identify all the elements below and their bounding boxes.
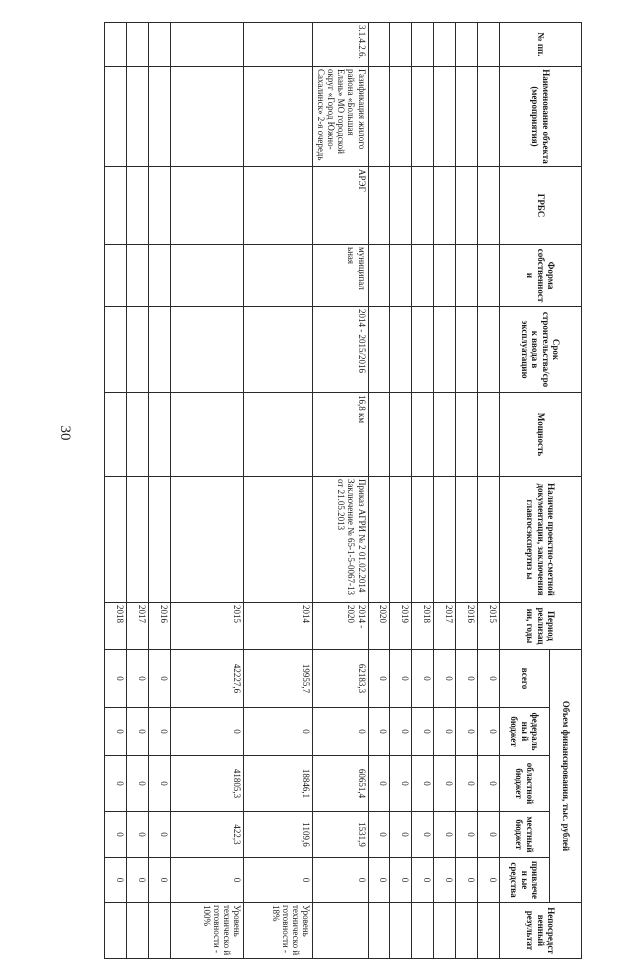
cell-name [127, 67, 149, 167]
cell-capacity [434, 393, 456, 477]
cell-local: 422,3 [170, 812, 243, 858]
cell-term [243, 307, 312, 393]
cell-name [243, 67, 312, 167]
cell-name [478, 67, 500, 167]
cell-term [434, 307, 456, 393]
cell-capacity [368, 393, 390, 477]
cell-total: 0 [127, 650, 149, 708]
cell-result [105, 903, 127, 959]
cell-capacity [127, 393, 149, 477]
cell-term: 2014 - 2015/2016 [312, 307, 368, 393]
cell-attracted: 0 [148, 858, 170, 903]
cell-grbs [105, 167, 127, 245]
cell-attracted: 0 [170, 858, 243, 903]
cell-period: 2015 [478, 603, 500, 650]
cell-attracted: 0 [243, 858, 312, 903]
cell-period: 2016 [456, 603, 478, 650]
cell-name [390, 67, 412, 167]
header-attracted: привлечен ые средства [500, 858, 550, 903]
cell-federal: 0 [390, 708, 412, 756]
cell-regional: 0 [456, 756, 478, 812]
cell-name [148, 67, 170, 167]
cell-result [434, 903, 456, 959]
cell-local: 0 [390, 812, 412, 858]
cell-regional: 0 [105, 756, 127, 812]
cell-term [456, 307, 478, 393]
cell-result [456, 903, 478, 959]
cell-federal: 0 [368, 708, 390, 756]
cell-name [434, 67, 456, 167]
cell-capacity [148, 393, 170, 477]
cell-capacity [170, 393, 243, 477]
table-row [390, 23, 412, 959]
cell-period: 2018 [412, 603, 434, 650]
table-row [148, 23, 170, 959]
cell-docs [412, 477, 434, 603]
cell-term [127, 307, 149, 393]
cell-num [456, 23, 478, 67]
cell-local: 0 [478, 812, 500, 858]
table-row [368, 23, 390, 959]
cell-num: 3.1.4.2.6. [312, 23, 368, 67]
cell-grbs [148, 167, 170, 245]
cell-capacity [243, 393, 312, 477]
cell-local: 0 [105, 812, 127, 858]
header-regional: областной бюджет [500, 756, 550, 812]
cell-capacity [412, 393, 434, 477]
cell-total: 0 [478, 650, 500, 708]
cell-attracted: 0 [105, 858, 127, 903]
cell-result [148, 903, 170, 959]
cell-period: 2017 [434, 603, 456, 650]
header-capacity: Мощность [500, 393, 582, 477]
cell-grbs: АРЭГ [312, 167, 368, 245]
cell-docs: Приказ АГРИ № 2 01.02.2014 Заключение № 65-1-5-0067-13 от 21.05.2013 [312, 477, 368, 603]
cell-term [148, 307, 170, 393]
cell-federal: 0 [105, 708, 127, 756]
cell-num [368, 23, 390, 67]
cell-attracted: 0 [412, 858, 434, 903]
cell-name [368, 67, 390, 167]
cell-result [412, 903, 434, 959]
cell-period: 2019 [390, 603, 412, 650]
cell-ownership: муниципал ьная [312, 245, 368, 307]
table-row [312, 23, 368, 959]
cell-grbs [478, 167, 500, 245]
cell-num [390, 23, 412, 67]
cell-ownership [368, 245, 390, 307]
cell-grbs [170, 167, 243, 245]
cell-attracted: 0 [127, 858, 149, 903]
cell-period: 2016 [148, 603, 170, 650]
cell-grbs [412, 167, 434, 245]
cell-capacity [390, 393, 412, 477]
cell-ownership [243, 245, 312, 307]
cell-num [243, 23, 312, 67]
cell-docs [390, 477, 412, 603]
table-row [170, 23, 243, 959]
cell-docs [434, 477, 456, 603]
cell-attracted: 0 [434, 858, 456, 903]
cell-grbs [243, 167, 312, 245]
cell-num [412, 23, 434, 67]
table-body [105, 23, 500, 959]
cell-total: 62183,3 [312, 650, 368, 708]
header-docs: Наличие проектно-сметной документации, заключения главгосэкспертиз ы [500, 477, 582, 603]
header-period: Период реализации, годы [500, 603, 582, 650]
cell-term [368, 307, 390, 393]
cell-name [170, 67, 243, 167]
cell-term [412, 307, 434, 393]
cell-num [105, 23, 127, 67]
cell-regional: 18846,1 [243, 756, 312, 812]
cell-ownership [456, 245, 478, 307]
cell-ownership [105, 245, 127, 307]
cell-period: 2017 [127, 603, 149, 650]
cell-name [105, 67, 127, 167]
cell-total: 0 [390, 650, 412, 708]
header-local: местный бюджет [500, 812, 550, 858]
cell-local: 0 [368, 812, 390, 858]
cell-regional: 0 [148, 756, 170, 812]
page-number: 30 [57, 425, 73, 441]
cell-docs [368, 477, 390, 603]
cell-total: 0 [368, 650, 390, 708]
cell-name: Газификация жилого района «Большая Елань» МО городской округ «Город Южно-Сахалинск» 2-я очередь [312, 67, 368, 167]
cell-federal: 0 [148, 708, 170, 756]
table-row [127, 23, 149, 959]
table-row [434, 23, 456, 959]
cell-result [390, 903, 412, 959]
cell-num [434, 23, 456, 67]
cell-ownership [148, 245, 170, 307]
table-row [412, 23, 434, 959]
cell-total: 0 [434, 650, 456, 708]
cell-grbs [456, 167, 478, 245]
cell-docs [105, 477, 127, 603]
cell-federal: 0 [434, 708, 456, 756]
cell-ownership [412, 245, 434, 307]
cell-federal: 0 [312, 708, 368, 756]
cell-period: 2014 - 2020 [312, 603, 368, 650]
cell-total: 0 [148, 650, 170, 708]
cell-total: 0 [456, 650, 478, 708]
cell-result: Уровень техническо й готовности - 18% [243, 903, 312, 959]
cell-docs [170, 477, 243, 603]
cell-term [170, 307, 243, 393]
cell-result [368, 903, 390, 959]
cell-total: 0 [105, 650, 127, 708]
cell-federal: 0 [478, 708, 500, 756]
table-canvas [104, 22, 582, 956]
cell-regional: 60651,4 [312, 756, 368, 812]
cell-ownership [170, 245, 243, 307]
cell-local: 1109,6 [243, 812, 312, 858]
header-ownership: Форма собственности [500, 245, 582, 307]
cell-grbs [390, 167, 412, 245]
header-financing: Объем финансирования, тыс. рублей [550, 650, 582, 903]
cell-name [412, 67, 434, 167]
cell-num [148, 23, 170, 67]
cell-local: 0 [148, 812, 170, 858]
header-result: Непосредст венный результат [500, 903, 582, 959]
cell-period: 2014 [243, 603, 312, 650]
header-num: № пп. [500, 23, 582, 67]
table-row [243, 23, 312, 959]
cell-grbs [368, 167, 390, 245]
cell-capacity [105, 393, 127, 477]
cell-result [478, 903, 500, 959]
cell-federal: 0 [170, 708, 243, 756]
cell-regional: 41805,3 [170, 756, 243, 812]
cell-regional: 0 [390, 756, 412, 812]
cell-regional: 0 [412, 756, 434, 812]
header-term: Срок строительства/сро к ввода в эксплуатацию [500, 307, 582, 393]
cell-result [312, 903, 368, 959]
cell-docs [478, 477, 500, 603]
cell-regional: 0 [368, 756, 390, 812]
cell-local: 0 [127, 812, 149, 858]
cell-grbs [434, 167, 456, 245]
cell-docs [148, 477, 170, 603]
cell-period: 2015 [170, 603, 243, 650]
cell-result: Уровень техническо й готовности - 100% [170, 903, 243, 959]
cell-result [127, 903, 149, 959]
cell-regional: 0 [434, 756, 456, 812]
cell-attracted: 0 [456, 858, 478, 903]
cell-ownership [390, 245, 412, 307]
cell-attracted: 0 [312, 858, 368, 903]
header-grbs: ГРБС [500, 167, 582, 245]
cell-capacity [478, 393, 500, 477]
cell-local: 0 [456, 812, 478, 858]
cell-regional: 0 [127, 756, 149, 812]
cell-term [105, 307, 127, 393]
cell-period: 2020 [368, 603, 390, 650]
cell-num [170, 23, 243, 67]
rotated-table-frame [104, 22, 582, 956]
cell-name [456, 67, 478, 167]
cell-term [390, 307, 412, 393]
cell-num [127, 23, 149, 67]
cell-ownership [127, 245, 149, 307]
cell-period: 2018 [105, 603, 127, 650]
table-header [500, 23, 582, 959]
table-row [478, 23, 500, 959]
table-row [105, 23, 127, 959]
cell-grbs [127, 167, 149, 245]
cell-federal: 0 [127, 708, 149, 756]
table-row [456, 23, 478, 959]
cell-ownership [434, 245, 456, 307]
financing-table [104, 22, 582, 959]
cell-regional: 0 [478, 756, 500, 812]
header-name: Наименование объекта (мероприятия) [500, 67, 582, 167]
cell-docs [127, 477, 149, 603]
cell-attracted: 0 [390, 858, 412, 903]
cell-federal: 0 [243, 708, 312, 756]
cell-attracted: 0 [368, 858, 390, 903]
cell-total: 19955,7 [243, 650, 312, 708]
cell-attracted: 0 [478, 858, 500, 903]
cell-total: 42227,6 [170, 650, 243, 708]
cell-ownership [478, 245, 500, 307]
cell-num [478, 23, 500, 67]
cell-local: 1531,9 [312, 812, 368, 858]
cell-docs [243, 477, 312, 603]
cell-federal: 0 [412, 708, 434, 756]
cell-docs [456, 477, 478, 603]
cell-federal: 0 [456, 708, 478, 756]
cell-capacity: 16,8 км [312, 393, 368, 477]
header-federal: федеральны й бюджет [500, 708, 550, 756]
cell-local: 0 [412, 812, 434, 858]
cell-capacity [456, 393, 478, 477]
header-total: всего [500, 650, 550, 708]
cell-term [478, 307, 500, 393]
cell-total: 0 [412, 650, 434, 708]
cell-local: 0 [434, 812, 456, 858]
